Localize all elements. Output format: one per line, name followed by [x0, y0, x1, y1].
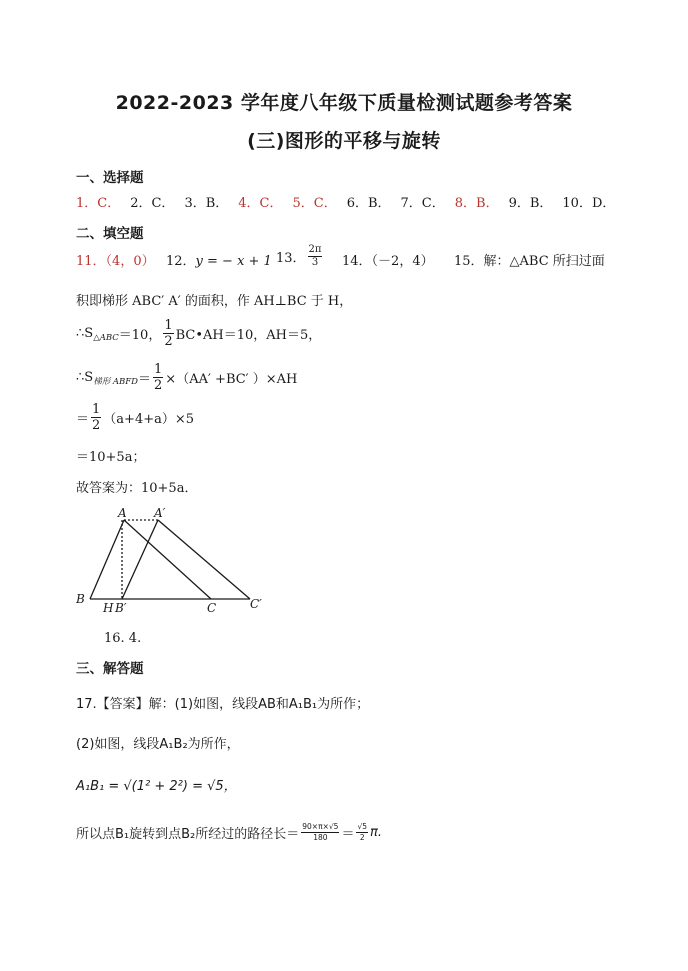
q17-line-1: 17.【答案】解：(1)如图，线段AB和A₁B₁为所作；	[76, 697, 370, 712]
fraction-numerator: √5	[357, 822, 368, 831]
label-C-prime: C′	[250, 597, 262, 611]
solution-answer: 故答案为：10+5a．	[76, 481, 198, 496]
fraction-numerator: 90×π×√5	[302, 822, 339, 831]
fraction-half	[163, 318, 173, 349]
fraction-numerator: 1	[154, 362, 163, 377]
segment-A-prime-B-prime	[122, 520, 158, 599]
text: （a+4+a）×5	[103, 412, 195, 427]
fraction-numerator: 2π	[308, 244, 322, 255]
answer-13	[276, 244, 324, 269]
fraction-denominator: 2	[164, 334, 173, 349]
q17-line-4	[76, 822, 382, 843]
text: ×（AA′ +BC′ ）×AH	[165, 372, 298, 387]
label-B-prime: B′	[115, 601, 127, 615]
choice-answers	[76, 192, 625, 211]
segment-AC	[124, 520, 211, 599]
segment-A-prime-C-prime	[158, 520, 250, 599]
subscript: △ABC	[93, 333, 119, 343]
text: ＝	[76, 412, 90, 427]
text: π.	[370, 825, 382, 840]
fraction-denominator: 2	[154, 378, 163, 393]
text: ∴S	[76, 326, 94, 341]
text: ＝10，	[118, 328, 162, 343]
answer-13-number: 13．	[276, 251, 306, 266]
fraction-numerator: 1	[92, 402, 101, 417]
label-B: B	[76, 592, 85, 606]
fraction-denominator: 2	[359, 833, 365, 842]
answer-12-expression: y = − x + 1	[195, 254, 272, 269]
section-heading-solutions: 三、解答题	[76, 661, 144, 677]
choice-answer: 10．D．	[562, 196, 616, 211]
page-subtitle: (三)图形的平移与旋转	[247, 130, 441, 152]
fraction-denominator: 2	[92, 418, 101, 433]
fraction-denominator: 3	[311, 257, 319, 268]
label-H: H	[103, 601, 114, 615]
q17-line-3: A₁B₁ = √(1² + 2²) = √5，	[76, 779, 237, 794]
answer-15-intro: 15．解：△ABC 所扫过面	[454, 254, 605, 269]
label-C: C	[207, 601, 217, 615]
label-A: A	[118, 506, 127, 520]
text: BC•AH＝10，AH＝5，	[175, 328, 322, 343]
choice-answer: 1．C．	[76, 196, 121, 211]
text: ＝	[138, 372, 152, 387]
choice-answer: 3．B．	[184, 196, 229, 211]
fraction-half	[91, 402, 101, 433]
subscript: 梯形 ABFD	[93, 377, 138, 387]
answer-14: 14．（－2，4）	[342, 254, 434, 269]
q17-line-2: (2)如图，线段A₁B₂为所作，	[76, 737, 240, 752]
choice-answer: 6．B．	[346, 196, 391, 211]
fraction-denominator: 180	[313, 833, 328, 842]
page-title: 2022-2023 学年度八年级下质量检测试题参考答案	[115, 92, 573, 114]
answer-12	[166, 250, 272, 269]
segment-AB	[90, 520, 124, 599]
fraction-half	[153, 362, 163, 393]
label-A-prime: A′	[154, 506, 166, 520]
solution-line-5: ＝10+5a；	[76, 450, 146, 465]
result-fraction	[356, 822, 368, 843]
choice-answer: 4．C．	[238, 196, 283, 211]
solution-line-2	[76, 318, 321, 349]
choice-answer: 8．B．	[454, 196, 499, 211]
solution-line-1: 积即梯形 ABC′ A′ 的面积，作 AH⊥BC 于 H，	[76, 294, 353, 309]
section-heading-choice: 一、选择题	[76, 170, 144, 186]
text: ＝	[341, 827, 355, 842]
text: 所以点B₁旋转到点B₂所经过的路径长＝	[76, 827, 300, 842]
answer-12-number: 12．	[166, 254, 196, 269]
section-heading-fill: 二、填空题	[76, 226, 144, 242]
solution-line-4	[76, 402, 194, 433]
answer-16: 16. 4.	[104, 631, 142, 646]
solution-line-3	[76, 362, 297, 393]
path-length-fraction	[301, 822, 339, 843]
trapezoid-figure	[70, 500, 270, 620]
text: ∴S	[76, 370, 94, 385]
choice-answer: 9．B．	[508, 196, 553, 211]
choice-answer: 2．C．	[130, 196, 175, 211]
fraction-numerator: 1	[164, 318, 173, 333]
choice-answer: 7．C．	[400, 196, 445, 211]
answer-13-fraction	[308, 244, 323, 269]
choice-answer: 5．C．	[292, 196, 337, 211]
answer-11: 11．（4，0）	[76, 254, 155, 269]
